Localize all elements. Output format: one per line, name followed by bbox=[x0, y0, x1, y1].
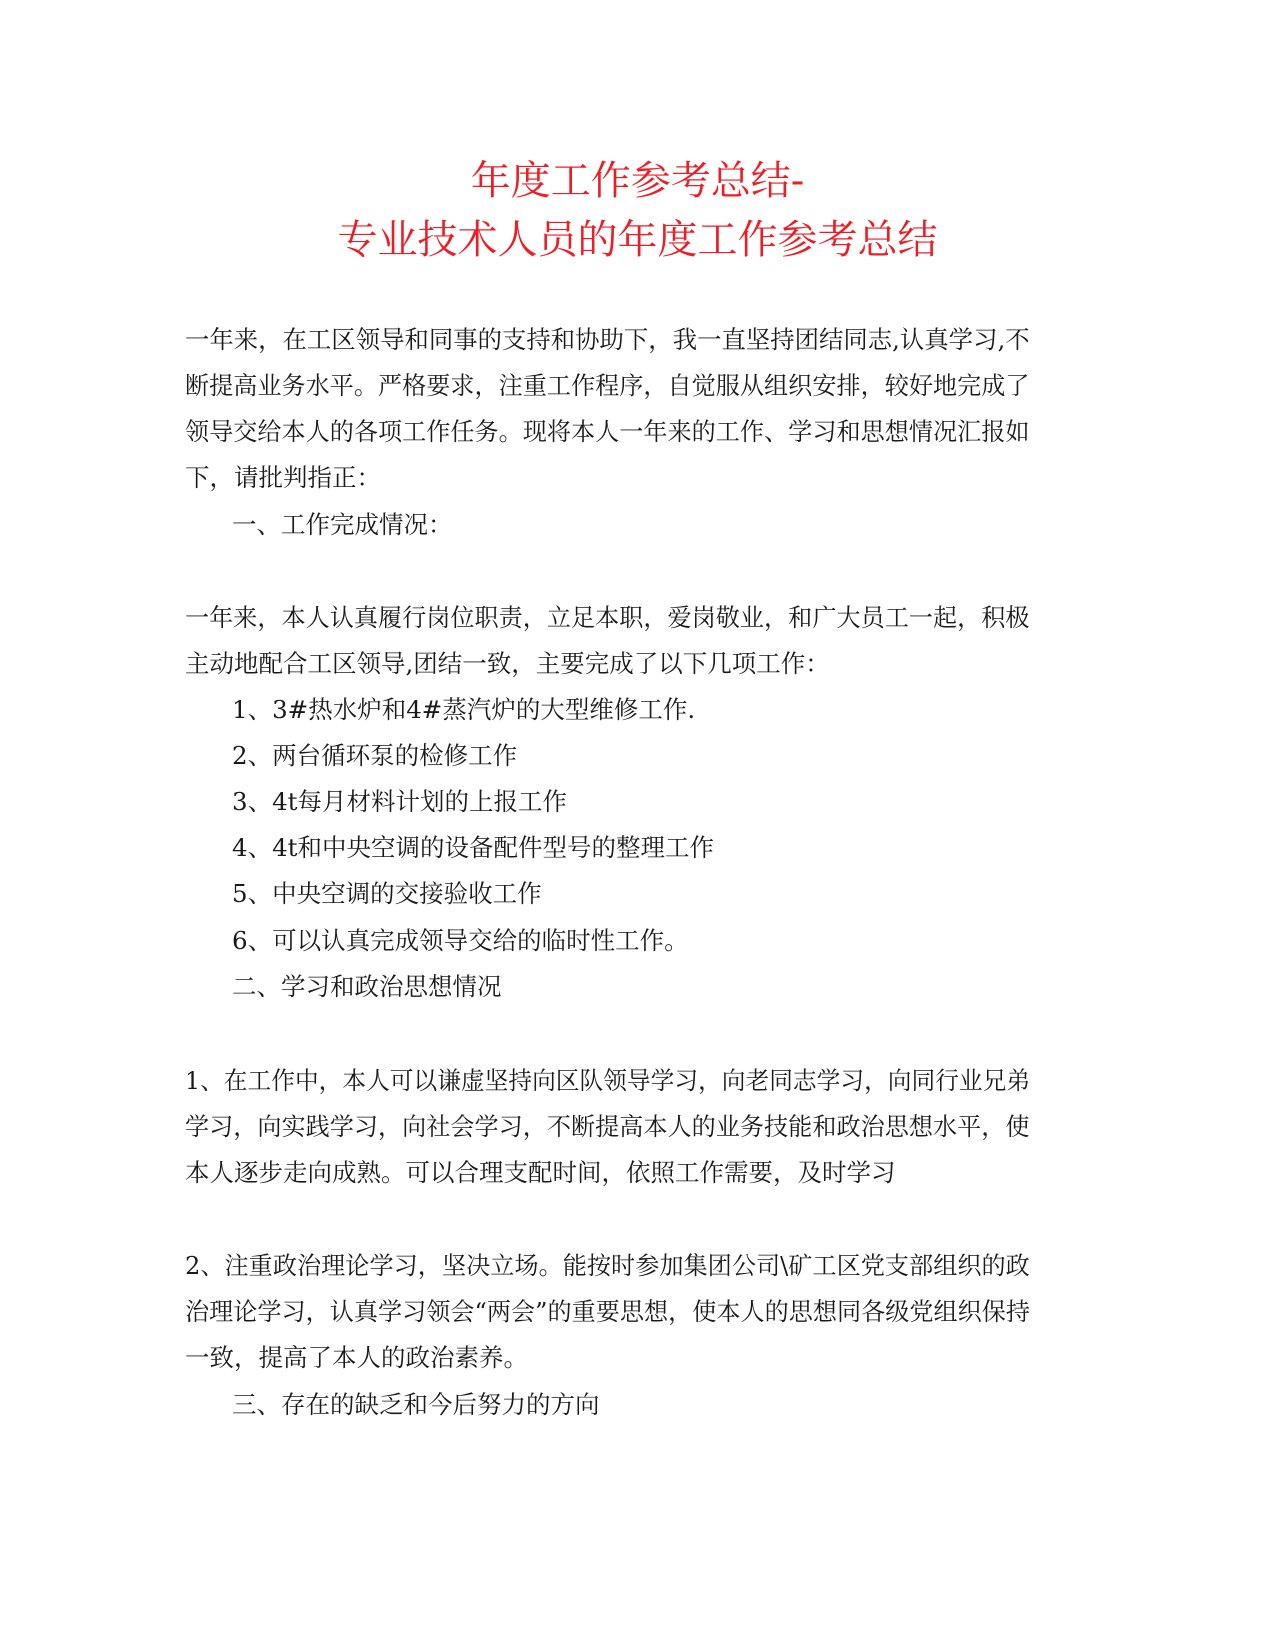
section-2-para1-line-3: 本人逐步走向成熟。可以合理支配时间，依照工作需要，及时学习 bbox=[185, 1158, 896, 1187]
section-1-heading: 一、工作完成情况： bbox=[232, 510, 453, 539]
work-item-5: 5、中央空调的交接验收工作 bbox=[232, 879, 542, 908]
intro-line-4: 下，请批判指正： bbox=[185, 463, 381, 492]
section-2-para1-line-2: 学习，向实践学习，向社会学习，不断提高本人的业务技能和政治思想水平，使 bbox=[185, 1112, 1030, 1141]
work-item-1: 1、3#热水炉和4#蒸汽炉的大型维修工作. bbox=[232, 695, 696, 724]
title-line-2: 专业技术人员的年度工作参考总结 bbox=[337, 217, 938, 263]
work-item-6: 6、可以认真完成领导交给的临时性工作。 bbox=[232, 926, 689, 955]
section-1-para-line-1: 一年来，本人认真履行岗位职责，立足本职，爱岗敬业，和广大员工一起，积极 bbox=[185, 603, 1030, 632]
section-1-para-line-2: 主动地配合工区领导,团结一致，主要完成了以下几项工作： bbox=[185, 649, 830, 678]
section-2-heading: 二、学习和政治思想情况 bbox=[232, 972, 502, 1001]
section-2-para2-line-3: 一致，提高了本人的政治素养。 bbox=[185, 1343, 528, 1372]
section-3-heading: 三、存在的缺乏和今后努力的方向 bbox=[232, 1390, 600, 1419]
section-2-para2-line-1: 2、注重政治理论学习，坚决立场。能按时参加集团公司\矿工区党支部组织的政 bbox=[185, 1251, 1030, 1280]
work-item-3: 3、4t每月材料计划的上报工作 bbox=[232, 787, 568, 816]
section-2-para2-line-2: 治理论学习，认真学习领会“两会”的重要思想，使本人的思想同各级党组织保持 bbox=[185, 1297, 1031, 1326]
work-item-2: 2、两台循环泵的检修工作 bbox=[232, 741, 518, 770]
section-2-para1-line-1: 1、在工作中，本人可以谦虚坚持向区队领导学习，向老同志学习，向同行业兄弟 bbox=[185, 1066, 1031, 1095]
intro-line-2: 断提高业务水平。严格要求，注重工作程序，自觉服从组织安排，较好地完成了 bbox=[185, 371, 1030, 400]
work-item-4: 4、4t和中央空调的设备配件型号的整理工作 bbox=[232, 833, 715, 862]
title-line-1: 年度工作参考总结- bbox=[470, 158, 805, 204]
intro-line-1: 一年来，在工区领导和同事的支持和协助下，我一直坚持团结同志,认真学习,不 bbox=[185, 325, 1030, 354]
intro-line-3: 领导交给本人的各项工作任务。现将本人一年来的工作、学习和思想情况汇报如 bbox=[185, 417, 1030, 446]
